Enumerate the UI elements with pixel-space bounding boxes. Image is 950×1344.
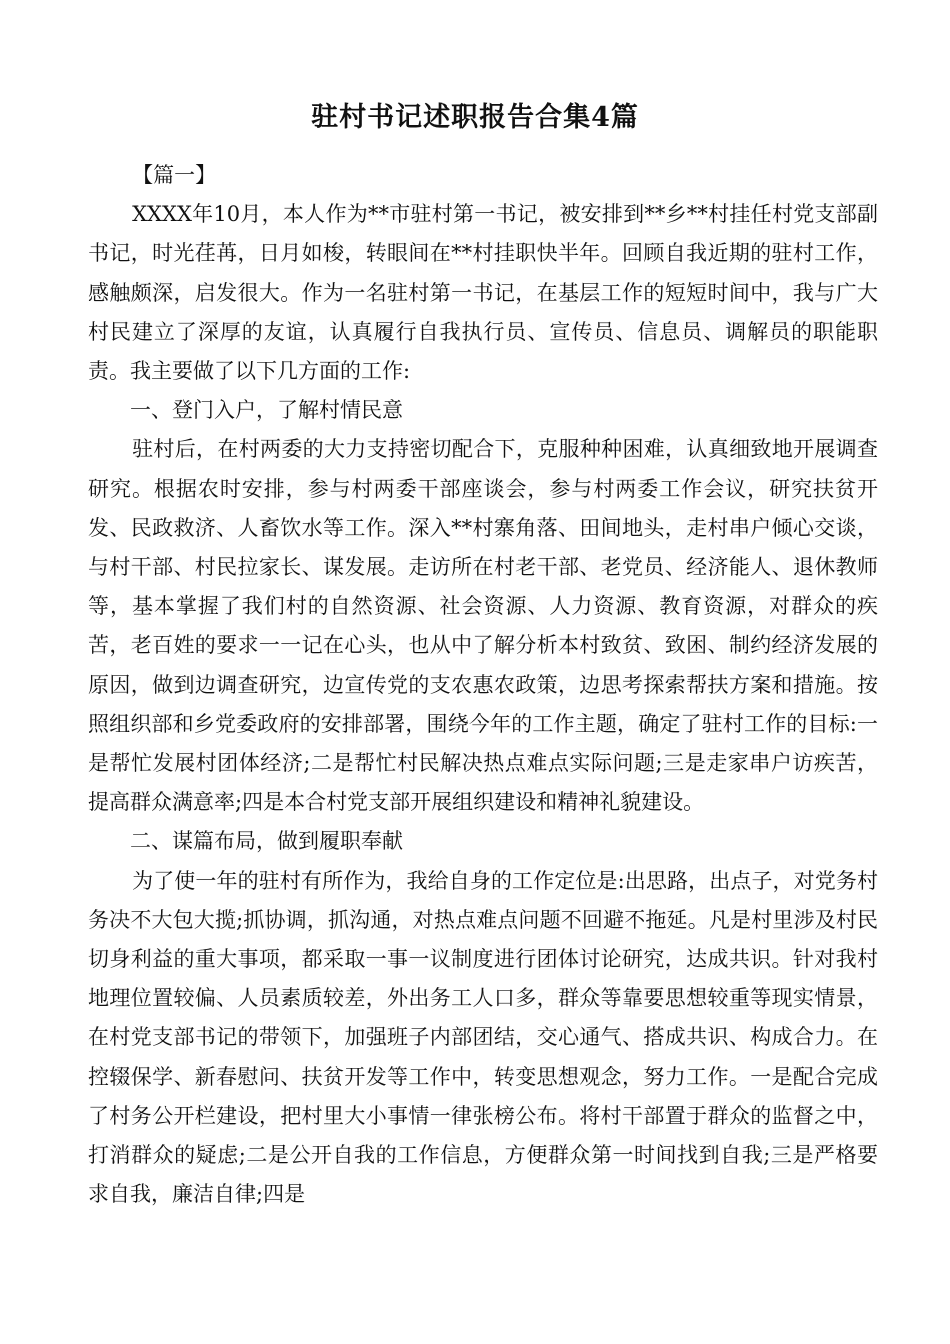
section-heading-2: 二、谋篇布局，做到履职奉献 [130,829,403,854]
document-body [88,156,878,1214]
section-heading-1: 一、登门入户，了解村情民意 [130,398,403,423]
document-title: 驻村书记述职报告合集4篇 [311,102,639,133]
section-label: 【篇一】 [132,163,217,187]
paragraph-section-2: 为了使一年的驻村有所作为，我给自身的工作定位是:出思路，出点子，对党务村务决不大包大揽;抓协调，抓沟通，对热点难点问题不回避不拖延。凡是村里涉及村民切身利益的重大事项，都采取一事一议制度进行团体讨论研究，达成共识。针对我村地理位置较偏、人员素质较差，外出务工人口多，群众等靠要思想较重等现实情景，在村党支部书记的带领下，加强班子内部团结，交心通气、搭成共识、构成合力。在控辍保学、新春慰问、扶贫开发等工作中，转变思想观念，努力工作。一是配合完成了村务公开栏建设，把村里大小事情一律张榜公布。将村干部置于群众的监督之中，打消群众的疑虑;二是公开自我的工作信息，方便群众第一时间找到自我;三是严格要求自我，廉洁自律;四是 [88,868,878,1207]
paragraph-intro: XXXX年10月，本人作为**市驻村第一书记，被安排到**乡**村挂任村党支部副书记，时光荏苒，日月如梭，转眼间在**村挂职快半年。回顾自我近期的驻村工作，感触颇深，启发很大。作为一名驻村第一书记，在基层工作的短短时间中，我与广大村民建立了深厚的友谊，认真履行自我执行员、宣传员、信息员、调解员的职能职责。我主要做了以下几方面的工作: [88,202,878,384]
paragraph-section-1: 驻村后，在村两委的大力支持密切配合下，克服种种困难，认真细致地开展调查研究。根据农时安排，参与村两委干部座谈会，参与村两委工作会议，研究扶贫开发、民政救济、人畜饮水等工作。深入**村寨角落、田间地头，走村串户倾心交谈，与村干部、村民拉家长、谋发展。走访所在村老干部、老党员、经济能人、退休教师等，基本掌握了我们村的自然资源、社会资源、人力资源、教育资源，对群众的疾苦，老百姓的要求一一记在心头，也从中了解分析本村致贫、致困、制约经济发展的原因，做到边调查研究，边宣传党的支农惠农政策，边思考探索帮扶方案和措施。按照组织部和乡党委政府的安排部署，围绕今年的工作主题，确定了驻村工作的目标:一是帮忙发展村团体经济;二是帮忙村民解决热点难点实际问题;三是走家串户访疾苦，提高群众满意率;四是本合村党支部开展组织建设和精神礼貌建设。 [88,437,878,815]
